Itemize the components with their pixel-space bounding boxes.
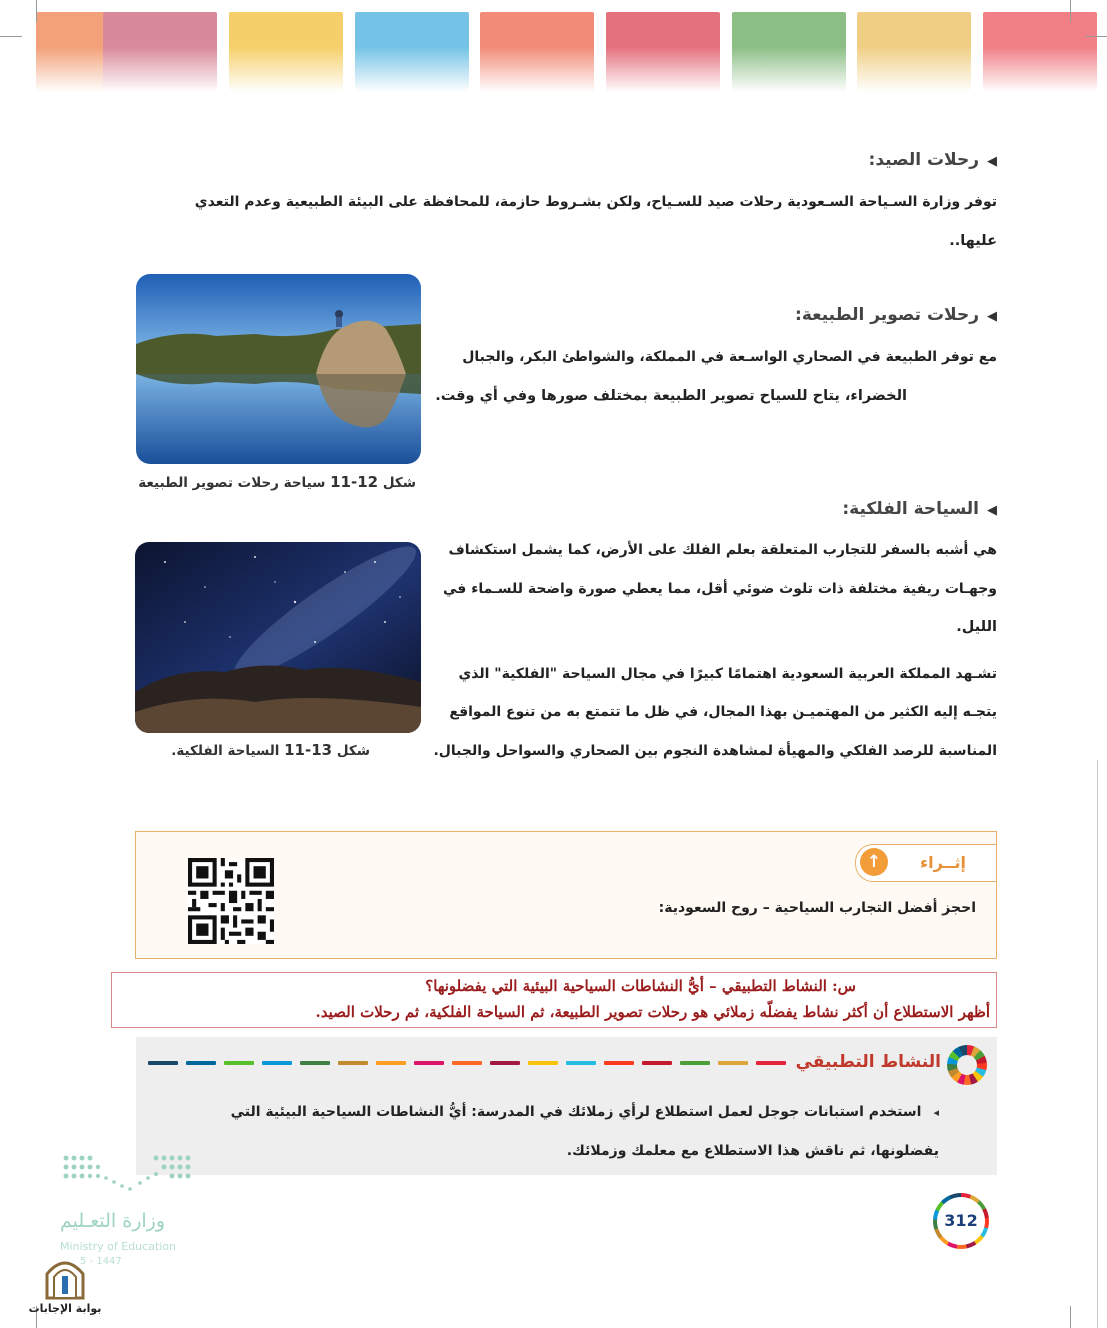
activity-line: يفضلونها، ثم ناقش هذا الاستطلاع مع معلمك وزملائك. bbox=[566, 1143, 939, 1159]
photography-paragraph bbox=[427, 338, 997, 415]
strip-segment bbox=[604, 1061, 634, 1065]
activity-text: استخدم استبانات جوجل لعمل استطلاع لرأي زملائك في المدرسة: أيُّ النشاطات السياحية البيئية التي bbox=[230, 1104, 922, 1120]
strip-segment bbox=[718, 1061, 748, 1065]
answer-question: س: النشاط التطبيقي – أيُّ النشاطات السياحية البيئية التي يفضلونها؟ bbox=[425, 977, 856, 995]
astronomy-title: السياحة الفلكية: bbox=[842, 499, 979, 519]
activity-title: النشاط التطبيقي bbox=[795, 1052, 941, 1072]
section-heading-photography bbox=[795, 305, 997, 325]
watermark-arch-icon bbox=[43, 1256, 87, 1300]
bullet-icon: ◂ bbox=[933, 1106, 939, 1119]
strip-segment bbox=[528, 1061, 558, 1065]
activity-line bbox=[159, 1093, 939, 1132]
color-tab bbox=[103, 12, 217, 92]
strip-segment bbox=[262, 1061, 292, 1065]
color-tab bbox=[983, 12, 1097, 92]
strip-segment bbox=[376, 1061, 406, 1065]
activity-body bbox=[159, 1093, 939, 1170]
page-number: 312 bbox=[937, 1197, 985, 1245]
paragraph-line: عليها.. bbox=[949, 232, 997, 249]
lake-landscape-illustration bbox=[136, 274, 421, 464]
watermark-logo bbox=[28, 1256, 102, 1322]
caption-text: السياحة الفلكية. bbox=[171, 743, 280, 759]
applied-activity-box bbox=[136, 1037, 997, 1175]
section-heading-astronomy bbox=[842, 499, 997, 519]
figure-number: 13-11 bbox=[284, 741, 333, 759]
arrow-up-icon: ↑ bbox=[860, 848, 888, 876]
enrichment-text: احجز أفضل التجارب السياحية – روح السعودية: bbox=[658, 900, 976, 916]
strip-segment bbox=[756, 1061, 786, 1065]
figure-caption-photography bbox=[136, 473, 416, 491]
paragraph-line: مع توفر الطبيعة في الصحاري الواسـعة في المملكة، والشواطئ البكر، والجبال bbox=[462, 349, 997, 365]
strip-segment bbox=[186, 1061, 216, 1065]
color-tab bbox=[355, 12, 469, 92]
figure-caption-astronomy bbox=[150, 741, 370, 759]
answer-response: أظهر الاستطلاع أن أكثر نشاط يفضلّه زملائي هو رحلات تصوير الطبيعة، ثم السياحة الفلكية، ثم رحلات الصيد. bbox=[315, 1003, 990, 1021]
crop-mark bbox=[0, 36, 22, 37]
paragraph-line: المناسبة للرصد الفلكي والمهيأة لمشاهدة النجوم بين الصحاري والسواحل والجبال. bbox=[433, 742, 997, 759]
page-edge-line bbox=[1097, 760, 1098, 1328]
strip-segment bbox=[452, 1061, 482, 1065]
qr-code[interactable] bbox=[188, 858, 274, 944]
enrichment-label-tab bbox=[855, 844, 996, 882]
section-heading-hunting bbox=[869, 150, 997, 170]
paragraph-line: الخضراء، يتاح للسياح تصوير الطبيعة بمختلف صورها وفي أي وقت. bbox=[435, 387, 907, 404]
color-tab bbox=[606, 12, 720, 92]
crop-mark bbox=[1070, 1306, 1071, 1328]
page-number-badge bbox=[933, 1193, 989, 1249]
watermark-text: بوابة الإجابات bbox=[28, 1302, 102, 1315]
crop-mark bbox=[1070, 0, 1071, 22]
enrichment-box bbox=[135, 831, 997, 959]
figure-number: 12-11 bbox=[330, 473, 379, 491]
nature-photography-image bbox=[136, 274, 421, 464]
crop-mark bbox=[36, 0, 37, 22]
color-tab bbox=[229, 12, 343, 92]
strip-segment bbox=[224, 1061, 254, 1065]
paragraph-line: توفر وزارة السـياحة السـعودية رحلات صيد للسـياح، ولكن بشـروط حازمة، للمحافظة على البيئة الطبيعية وعدم التعدي bbox=[194, 194, 997, 210]
ministry-arabic-name: وزارة التعـليم bbox=[60, 1210, 166, 1232]
enrichment-label: إثــراء bbox=[919, 853, 966, 872]
strip-segment bbox=[490, 1061, 520, 1065]
triangle-bullet-icon: ◀ bbox=[987, 309, 997, 324]
paragraph-line: الليل. bbox=[956, 619, 997, 635]
paragraph-line: يتجـه إليه الكثير من المهتميـن بهذا المجال، في ظل ما تتمتع به من تنوع المواقع bbox=[449, 704, 997, 720]
strip-segment bbox=[566, 1061, 596, 1065]
sdg-wheel-icon bbox=[947, 1045, 987, 1085]
caption-text: سياحة رحلات تصوير الطبيعة bbox=[138, 475, 326, 491]
ministry-logo bbox=[60, 1152, 200, 1272]
photography-title: رحلات تصوير الطبيعة: bbox=[795, 305, 979, 325]
answer-box bbox=[111, 972, 997, 1028]
ministry-year: 5 - 1447 bbox=[80, 1256, 122, 1267]
ministry-english-name: Ministry of Education bbox=[60, 1240, 177, 1253]
strip-segment bbox=[414, 1061, 444, 1065]
paragraph-line: وجهـات ريفية مختلفة ذات تلوث ضوئي أقل، مما يعطي صورة واضحة للسـماء في bbox=[442, 580, 997, 597]
strip-segment bbox=[300, 1061, 330, 1065]
color-tab bbox=[732, 12, 846, 92]
color-tab bbox=[480, 12, 594, 92]
strip-segment bbox=[338, 1061, 368, 1065]
caption-prefix: شكل bbox=[382, 475, 416, 491]
qr-code-icon bbox=[188, 858, 274, 944]
ministry-dots-logo-icon bbox=[60, 1152, 200, 1196]
night-sky-image bbox=[135, 542, 421, 733]
paragraph-line: هي أشبه بالسفر للتجارب المتعلقة بعلم الفلك على الأرض، كما يشمل استكشاف bbox=[448, 542, 997, 558]
hunting-title: رحلات الصيد: bbox=[868, 150, 979, 170]
strip-segment bbox=[148, 1061, 178, 1065]
paragraph-line: تشـهد المملكة العربية السعودية اهتمامًا كبيرًا في مجال السياحة "الفلكية" الذي bbox=[458, 665, 997, 682]
caption-prefix: شكل bbox=[336, 743, 370, 759]
crop-mark bbox=[1085, 36, 1107, 37]
milky-way-illustration bbox=[135, 542, 421, 733]
color-tab bbox=[857, 12, 971, 92]
strip-segment bbox=[680, 1061, 710, 1065]
triangle-bullet-icon: ◀ bbox=[987, 154, 997, 169]
strip-segment bbox=[642, 1061, 672, 1065]
astronomy-paragraph bbox=[427, 531, 997, 770]
hunting-paragraph bbox=[127, 183, 997, 260]
triangle-bullet-icon: ◀ bbox=[987, 503, 997, 518]
